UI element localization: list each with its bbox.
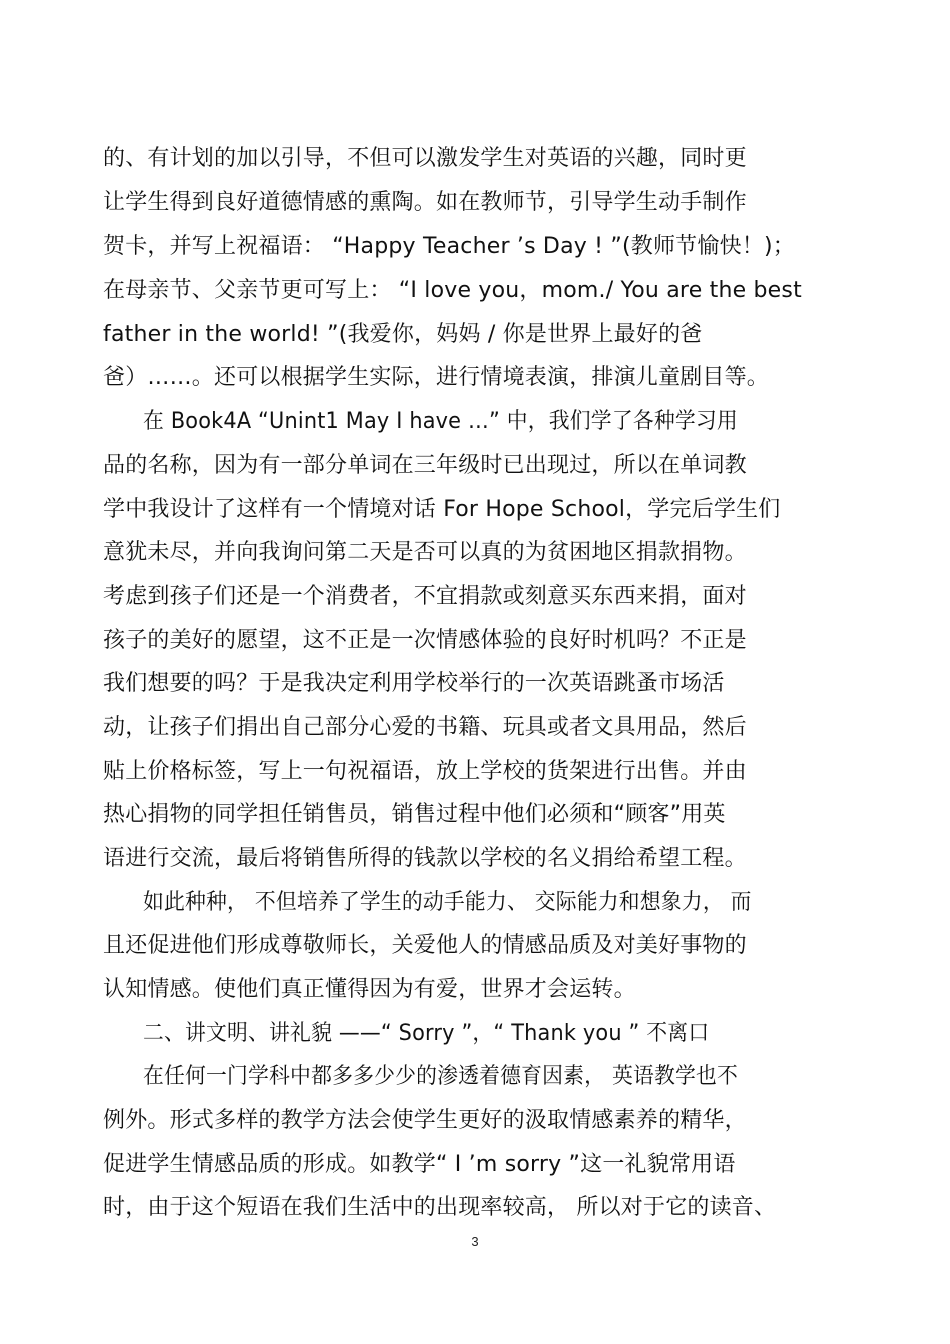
text-line-25: 时，由于这个短语在我们生活中的出现率较高， 所以对于它的读音、 <box>103 1195 777 1220</box>
text-line-17: 语进行交流，最后将销售所得的钱款以学校的名义捐给希望工程。 <box>103 846 747 871</box>
text-line-11: 考虑到孩子们还是一个消费者，不宜捐款或刻意买东西来捐，面对 <box>103 584 747 609</box>
text-line-13: 我们想要的吗？于是我决定利用学校举行的一次英语跳蚤市场活 <box>103 671 725 696</box>
text-line-3: 贺卡，并写上祝福语： “Happy Teacher ’s Day ! ”(教师节愉快！)； <box>103 234 795 259</box>
text-line-4: 在母亲节、父亲节更可写上： “I love you，mom./ You are the best <box>103 278 802 303</box>
text-line-15: 贴上价格标签，写上一句祝福语，放上学校的货架进行出售。并由 <box>103 759 747 784</box>
text-line-16: 热心捐物的同学担任销售员，销售过程中他们必须和“顾客”用英 <box>103 802 726 827</box>
text-line-14: 动，让孩子们捐出自己部分心爱的书籍、玩具或者文具用品，然后 <box>103 715 747 740</box>
text-line-22: 在任何一门学科中都多多少少的渗透着德育因素， 英语教学也不 <box>143 1064 739 1089</box>
text-line-7: 在 Book4A “Unint1 May I have …” 中，我们学了各种学习用 <box>143 409 738 434</box>
page-number: 3 <box>471 1234 479 1249</box>
section-heading: 二、讲文明、讲礼貌 ——“ Sorry ”，“ Thank you ” 不离口 <box>143 1021 710 1046</box>
text-line-24: 促进学生情感品质的形成。如教学“ I ’m sorry ”这一礼貌常用语 <box>103 1152 736 1177</box>
text-line-6: 爸）……。还可以根据学生实际，进行情境表演，排演儿童剧目等。 <box>103 365 770 390</box>
text-line-23: 例外。形式多样的教学方法会使学生更好的汲取情感素养的精华， <box>103 1108 747 1133</box>
text-line-1: 的、有计划的加以引导，不但可以激发学生对英语的兴趣，同时更 <box>103 146 747 171</box>
text-line-20: 认知情感。使他们真正懂得因为有爱，世界才会运转。 <box>103 977 636 1002</box>
text-line-8: 品的名称，因为有一部分单词在三年级时已出现过，所以在单词教 <box>103 453 747 478</box>
text-line-5: father in the world! ”(我爱你，妈妈 / 你是世界上最好的爸 <box>103 322 703 347</box>
text-line-18: 如此种种， 不但培养了学生的动手能力、 交际能力和想象力， 而 <box>143 890 752 915</box>
text-line-9: 学中我设计了这样有一个情境对话 For Hope School，学完后学生们 <box>103 497 781 522</box>
text-line-10: 意犹未尽，并向我询问第二天是否可以真的为贫困地区捐款捐物。 <box>103 540 747 565</box>
text-line-2: 让学生得到良好道德情感的熏陶。如在教师节，引导学生动手制作 <box>103 190 747 215</box>
text-line-19: 且还促进他们形成尊敬师长，关爱他人的情感品质及对美好事物的 <box>103 933 747 958</box>
text-line-12: 孩子的美好的愿望，这不正是一次情感体验的良好时机吗？不正是 <box>103 628 747 653</box>
